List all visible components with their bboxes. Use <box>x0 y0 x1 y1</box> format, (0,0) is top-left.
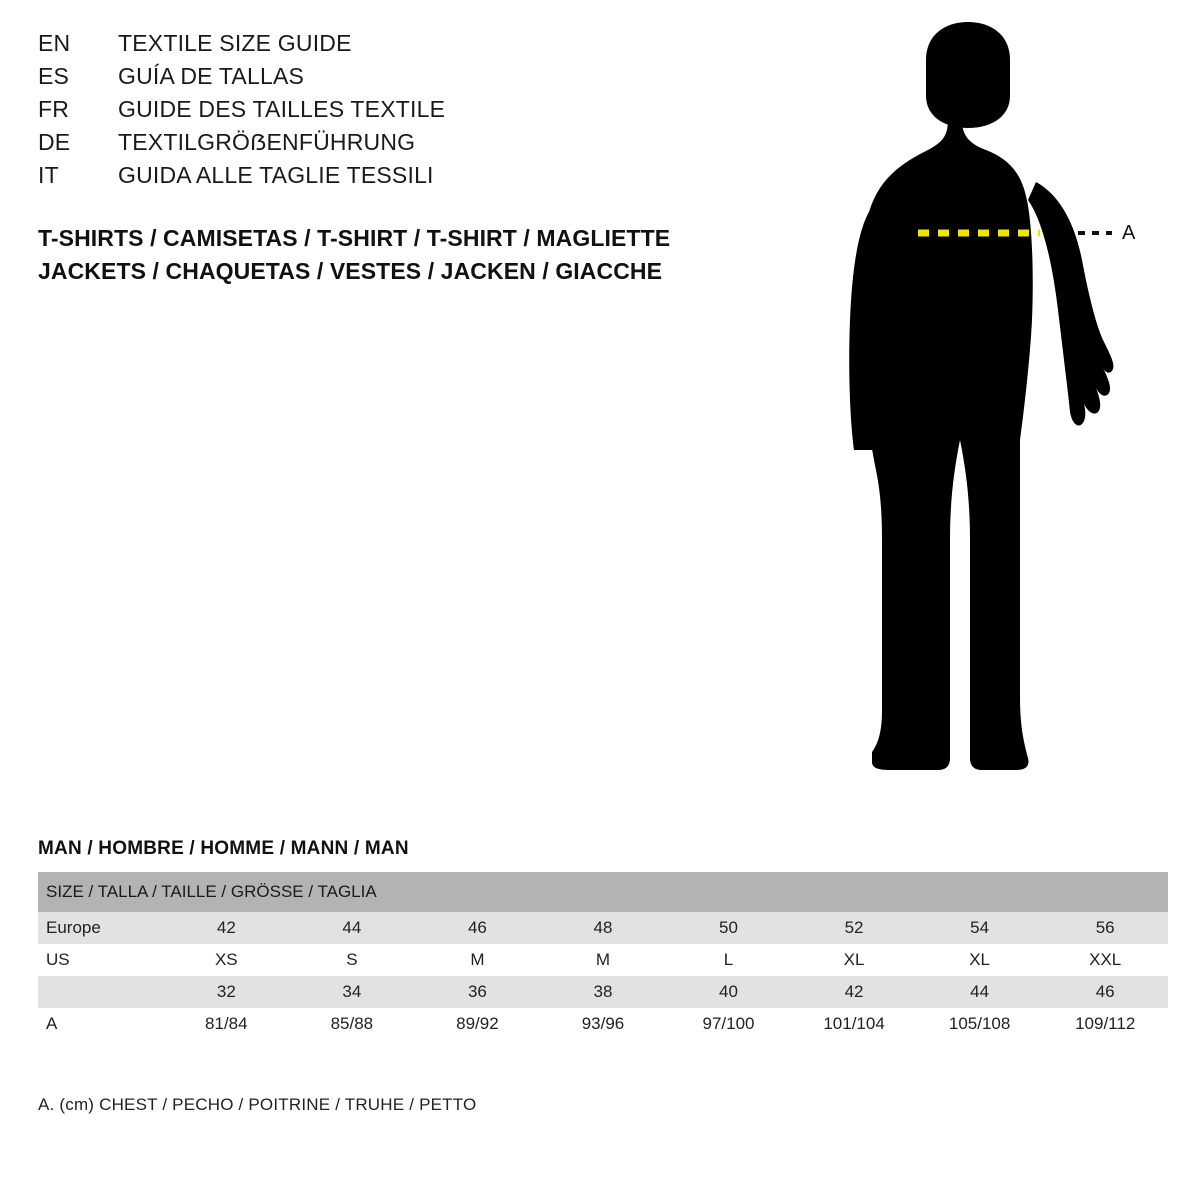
language-header-block <box>38 30 758 195</box>
table-cell: L <box>666 944 792 976</box>
table-cell: 44 <box>289 912 415 944</box>
language-text: GUIDA ALLE TAGLIE TESSILI <box>118 162 434 188</box>
table-cell: XL <box>791 944 917 976</box>
language-code: DE <box>38 129 71 155</box>
category-jackets: JACKETS / CHAQUETAS / VESTES / JACKEN / GIACCHE <box>38 258 663 284</box>
table-row <box>38 976 1168 1008</box>
table-row <box>38 944 1168 976</box>
table-cell: 93/96 <box>540 1008 666 1040</box>
language-text: GUÍA DE TALLAS <box>118 63 305 89</box>
table-cell: 109/112 <box>1042 1008 1168 1040</box>
language-row <box>38 129 758 162</box>
table-cell: 85/88 <box>289 1008 415 1040</box>
table-cell: 89/92 <box>415 1008 541 1040</box>
table-row <box>38 1008 1168 1040</box>
table-cell: 56 <box>1042 912 1168 944</box>
size-table <box>38 872 1168 1040</box>
table-cell: XXL <box>1042 944 1168 976</box>
category-tshirts: T-SHIRTS / CAMISETAS / T-SHIRT / T-SHIRT / MAGLIETTE <box>38 225 671 251</box>
table-cell: 54 <box>917 912 1043 944</box>
table-cell: 46 <box>1042 976 1168 1008</box>
table-cell: 36 <box>415 976 541 1008</box>
language-code: FR <box>38 96 70 122</box>
table-cell: 50 <box>666 912 792 944</box>
language-text: TEXTILE SIZE GUIDE <box>118 30 352 56</box>
table-cell: S <box>289 944 415 976</box>
measurement-footnote: A. (cm) CHEST / PECHO / POITRINE / TRUHE / PETTO <box>38 1095 477 1114</box>
table-cell: 42 <box>164 912 290 944</box>
language-code: IT <box>38 162 59 188</box>
table-cell: 32 <box>164 976 290 1008</box>
table-cell: 97/100 <box>666 1008 792 1040</box>
table-header-label: SIZE / TALLA / TAILLE / GRÖSSE / TAGLIA <box>38 872 1168 912</box>
table-cell: 38 <box>540 976 666 1008</box>
row-label: A <box>38 1008 164 1040</box>
table-cell: M <box>415 944 541 976</box>
language-code: EN <box>38 30 71 56</box>
table-row <box>38 912 1168 944</box>
table-cell: 105/108 <box>917 1008 1043 1040</box>
table-cell: XL <box>917 944 1043 976</box>
table-cell: 81/84 <box>164 1008 290 1040</box>
table-cell: 34 <box>289 976 415 1008</box>
language-row <box>38 162 758 195</box>
table-cell: 46 <box>415 912 541 944</box>
table-cell: XS <box>164 944 290 976</box>
language-text: TEXTILGRÖẞENFÜHRUNG <box>118 129 416 155</box>
table-group-title: MAN / HOMBRE / HOMME / MANN / MAN <box>38 838 409 859</box>
language-row <box>38 30 758 63</box>
table-cell: 52 <box>791 912 917 944</box>
measure-marker-label: A <box>1122 222 1136 244</box>
language-row <box>38 96 758 129</box>
language-text: GUIDE DES TAILLES TEXTILE <box>118 96 446 122</box>
table-cell: 40 <box>666 976 792 1008</box>
table-cell: 44 <box>917 976 1043 1008</box>
table-cell: 48 <box>540 912 666 944</box>
row-label: Europe <box>38 912 164 944</box>
row-label <box>38 976 164 1008</box>
size-table-section <box>38 838 1168 1040</box>
table-cell: M <box>540 944 666 976</box>
language-row <box>38 63 758 96</box>
row-label: US <box>38 944 164 976</box>
table-cell: 101/104 <box>791 1008 917 1040</box>
garment-category-block <box>38 222 798 288</box>
language-code: ES <box>38 63 70 89</box>
male-silhouette-figure <box>820 20 1180 800</box>
table-header-row <box>38 872 1168 912</box>
table-cell: 42 <box>791 976 917 1008</box>
